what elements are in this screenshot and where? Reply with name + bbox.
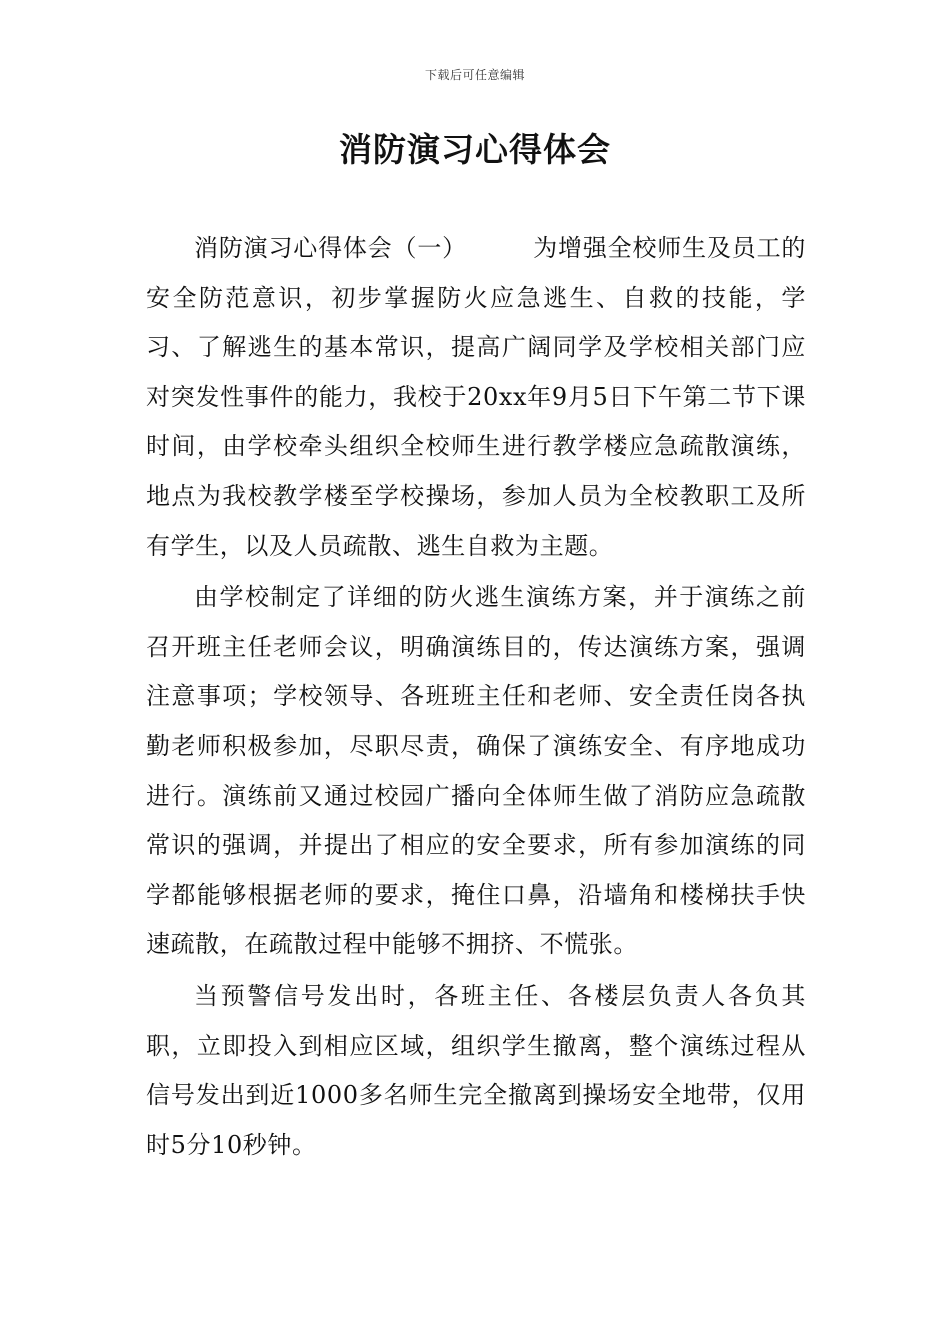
document-body (146, 224, 806, 1170)
paragraph-2: 由学校制定了详细的防火逃生演练方案，并于演练之前召开班主任老师会议，明确演练目的，传达演练方案，强调注意事项；学校领导、各班班主任和老师、安全责任岗各执勤老师积极参加，尽职尽责，确保了演练安全、有序地成功进行。演练前又通过校园广播向全体师生做了消防应急疏散常识的强调，并提出了相应的安全要求，所有参加演练的同学都能够根据老师的要求，掩住口鼻，沿墙角和楼梯扶手快速疏散，在疏散过程中能够不拥挤、不慌张。 (146, 583, 806, 959)
paragraph-1-text: 为增强全校师生及员工的安全防范意识，初步掌握防火应急逃生、自救的技能，学习、了解逃生的基本常识，提高广阔同学及学校相关部门应对突发性事件的能力，我校于20xx年9月5日下午第二节下课时间，由学校牵头组织全校师生进行教学楼应急疏散演练，地点为我校教学楼至学校操场，参加人员为全校教职工及所有学生，以及人员疏散、逃生自救为主题。 (146, 234, 806, 560)
paragraph-1-lead: 消防演习心得体会（一） (194, 234, 467, 262)
header-note: 下载后可任意编辑 (424, 68, 525, 82)
paragraph-3: 当预警信号发出时，各班主任、各楼层负责人各负其职，立即投入到相应区域，组织学生撤离，整个演练过程从信号发出到近1000多名师生完全撤离到操场安全地带，仅用时5分10秒钟。 (146, 981, 806, 1159)
paragraph-1 (146, 224, 806, 571)
document-title: 消防演习心得体会 (339, 130, 611, 169)
